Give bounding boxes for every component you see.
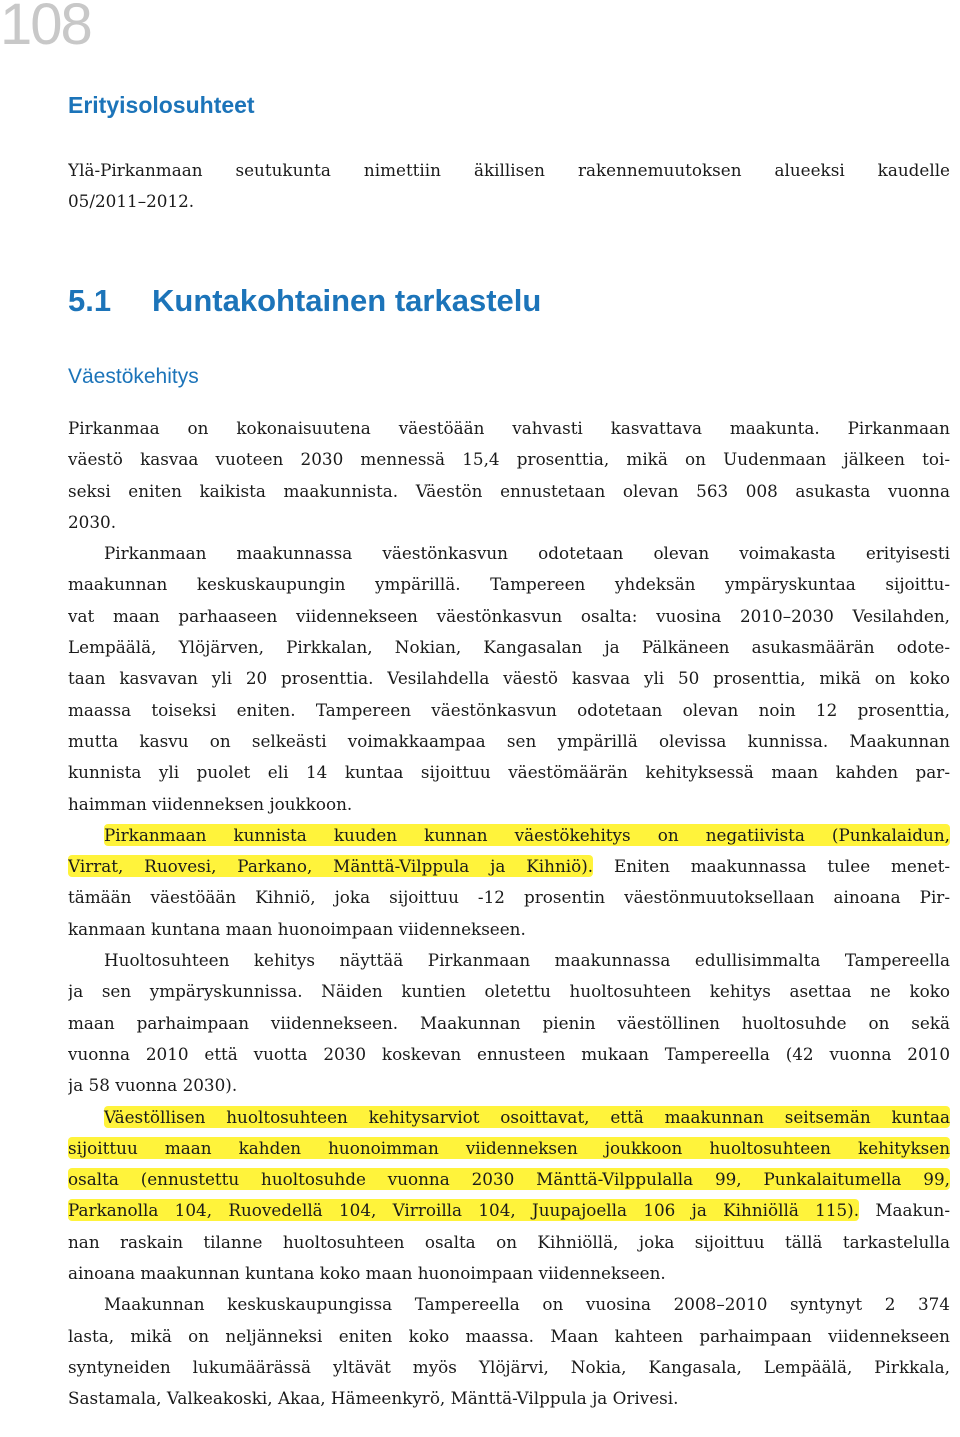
text-line — [68, 1164, 950, 1195]
text-line — [68, 413, 950, 444]
text-line — [68, 601, 950, 632]
line-text: syntyneiden lukumäärässä yltävät myös Ylöjärvi, Nokia, Kangasala, Lempäälä, Pirkkala, — [68, 1356, 950, 1377]
text-line — [68, 507, 950, 538]
text-line — [68, 789, 950, 820]
line-text: kunnista yli puolet eli 14 kuntaa sijoittuu väestömäärän kehityksessä maan kahden par- — [68, 762, 950, 783]
text-line — [68, 1008, 950, 1039]
text-line — [68, 851, 950, 882]
text-line — [68, 538, 950, 569]
line-text: Maakunnan keskuskaupungissa Tampereella on vuosina 2008–2010 syntynyt 2 374 — [104, 1294, 950, 1315]
highlighted-text: Virrat, Ruovesi, Parkano, Mänttä-Vilppula ja Kihniö). — [68, 856, 594, 877]
line-text: Maakun- — [859, 1200, 950, 1221]
line-text: Huoltosuhteen kehitys näyttää Pirkanmaan maakunnassa edullisimmalta Tampereella — [104, 950, 950, 971]
highlighted-text: Parkanolla 104, Ruovedellä 104, Virroilla 104, Juupajoella 106 ja Kihniöllä 115). — [68, 1200, 860, 1221]
text-line — [68, 1258, 950, 1289]
text-line — [68, 695, 950, 726]
line-text: lasta, mikä on neljänneksi eniten koko maassa. Maan kahteen parhaimpaan viidennekseen — [68, 1325, 950, 1346]
text-line — [68, 882, 950, 913]
text-line: 05/2011–2012. — [68, 191, 195, 212]
line-text: väestö kasvaa vuoteen 2030 mennessä 15,4 prosenttia, mikä on Uudenmaan jälkeen toi- — [68, 449, 950, 470]
line-text: ainoana maakunnan kuntana koko maan huonoimpaan viidennekseen. — [68, 1263, 666, 1284]
text-line — [68, 726, 950, 757]
line-text: mutta kasvu on selkeästi voimakkaampaa sen ympärillä olevissa kunnissa. Maakunnan — [68, 730, 950, 751]
text-line — [68, 632, 950, 663]
line-text: tämään väestöään Kihniö, joka sijoittuu -12 prosentin väestönmuutoksellaan ainoana Pir- — [68, 887, 950, 908]
page-number: 108 — [0, 0, 91, 57]
highlighted-text: Pirkanmaan kunnista kuuden kunnan väestökehitys on negatiivista (Punkalaidun, — [104, 824, 950, 845]
highlighted-text: Väestöllisen huoltosuhteen kehitysarviot osoittavat, että maakunnan seitsemän kuntaa — [104, 1106, 950, 1127]
chapter-heading — [68, 283, 541, 319]
line-text: nan raskain tilanne huoltosuhteen osalta on Kihniöllä, joka sijoittuu tällä tarkastelulla — [68, 1231, 950, 1252]
line-text: ja 58 vuonna 2030). — [68, 1075, 238, 1096]
text-line — [68, 1289, 950, 1320]
text-line — [68, 476, 950, 507]
text-line: Ylä-Pirkanmaan seutukunta nimettiin äkillisen rakennemuutoksen alueeksi kaudelle — [68, 160, 950, 180]
text-line — [68, 663, 950, 694]
line-text: maakunnan keskuskaupungin ympärillä. Tampereen yhdeksän ympäryskuntaa sijoittu- — [68, 574, 950, 595]
line-text: vuonna 2010 että vuotta 2030 koskevan ennusteen mukaan Tampereella (42 vuonna 2010 — [68, 1043, 950, 1064]
text-line — [68, 1070, 950, 1101]
line-text: kanmaan kuntana maan huonoimpaan viidennekseen. — [68, 918, 526, 939]
text-line — [68, 1383, 950, 1414]
text-line — [68, 976, 950, 1007]
text-line — [68, 1102, 950, 1133]
text-line — [68, 820, 950, 851]
text-line — [68, 1321, 950, 1352]
text-line — [68, 444, 950, 475]
text-line — [68, 1352, 950, 1383]
text-line — [68, 569, 950, 600]
line-text: Eniten maakunnassa tulee menet- — [593, 856, 950, 877]
text-line — [68, 945, 950, 976]
text-line — [68, 757, 950, 788]
chapter-title: Kuntakohtainen tarkastelu — [152, 283, 542, 318]
line-text: vat maan parhaaseen viidennekseen väestönkasvun osalta: vuosina 2010–2030 Vesilahden, — [68, 605, 950, 626]
line-text: ja sen ympäryskunnissa. Näiden kuntien oletettu huoltosuhteen kehitys asettaa ne koko — [68, 981, 950, 1002]
line-text: Sastamala, Valkeakoski, Akaa, Hämeenkyrö, Mänttä-Vilppula ja Orivesi. — [68, 1388, 679, 1409]
highlighted-text: osalta (ennustettu huoltosuhde vuonna 2030 Mänttä-Vilppulalla 99, Punkalaitumella 99, — [68, 1169, 950, 1190]
body-text — [68, 413, 950, 1415]
text-line — [68, 1195, 950, 1226]
line-text: Pirkanmaa on kokonaisuutena väestöään vahvasti kasvattava maakunta. Pirkanmaan — [68, 418, 950, 438]
line-text: maan parhaimpaan viidennekseen. Maakunnan pienin väestöllinen huoltosuhde on sekä — [68, 1012, 950, 1033]
text-line — [68, 1133, 950, 1164]
text-line — [68, 1039, 950, 1070]
line-text: Pirkanmaan maakunnassa väestönkasvun odotetaan olevan voimakasta erityisesti — [104, 543, 950, 564]
line-text: seksi eniten kaikista maakunnista. Väestön ennustetaan olevan 563 008 asukasta vuonna — [68, 480, 950, 501]
line-text: Lempäälä, Ylöjärven, Pirkkalan, Nokian, Kangasalan ja Pälkäneen asukasmäärän odote- — [68, 637, 950, 658]
line-text: haimman viidenneksen joukkoon. — [68, 793, 353, 814]
chapter-number: 5.1 — [68, 283, 112, 318]
intro-paragraph — [68, 155, 950, 218]
highlighted-text: sijoittuu maan kahden huonoimman viidenneksen joukkoon huoltosuhteen kehityksen — [68, 1137, 950, 1158]
subheading: Väestökehitys — [68, 365, 199, 388]
line-text: taan kasvavan yli 20 prosenttia. Vesilahdella väestö kasvaa yli 50 prosenttia, mikä on koko — [68, 668, 950, 689]
line-text: maassa toiseksi eniten. Tampereen väestönkasvun odotetaan olevan noin 12 prosenttia, — [68, 699, 950, 720]
text-line — [68, 1227, 950, 1258]
text-line — [68, 914, 950, 945]
line-text: 2030. — [68, 511, 117, 532]
section-heading: Erityisolosuhteet — [68, 92, 255, 118]
